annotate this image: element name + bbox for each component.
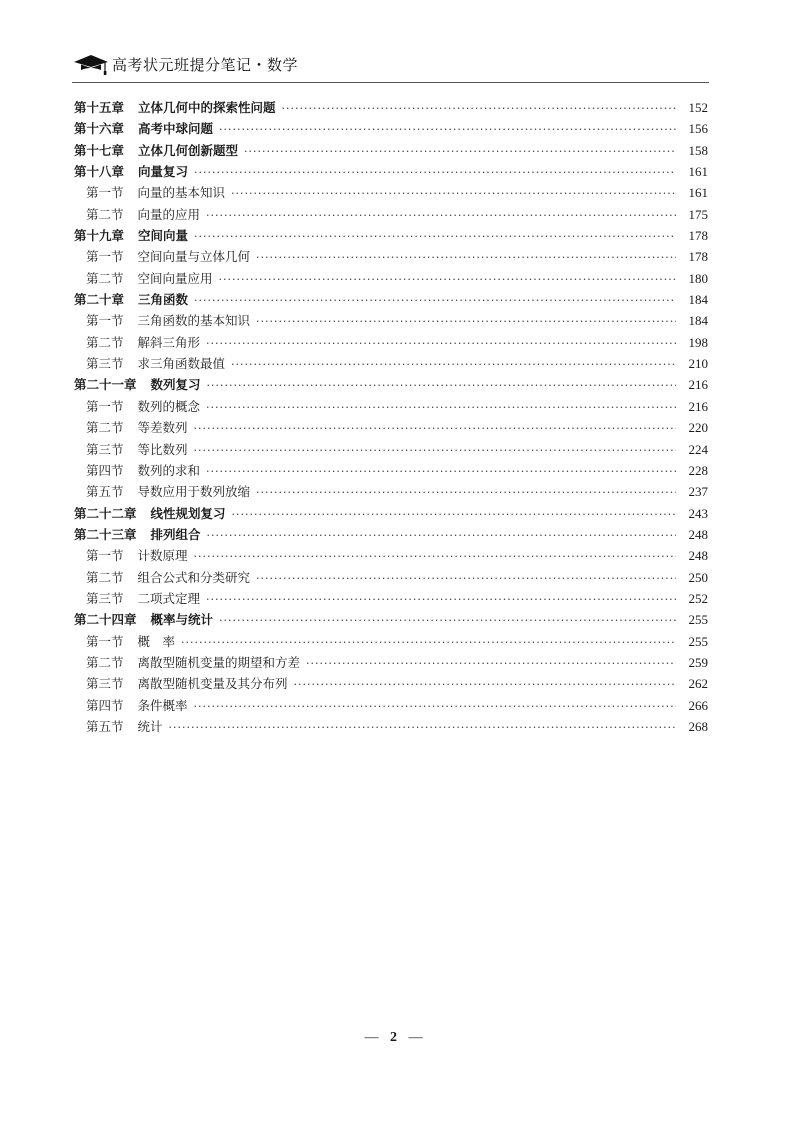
page-ref: 210 [688, 356, 708, 372]
toc-section-entry[interactable] [74, 332, 708, 353]
section-number: 第二节 [86, 206, 124, 222]
page-ref: 216 [688, 398, 708, 414]
section-title: 数列的求和 [137, 462, 201, 478]
footer-dash-right: — [408, 1030, 423, 1045]
dot-leader [256, 482, 676, 503]
section-title: 三角函数的基本知识 [137, 313, 251, 329]
toc-chapter-entry[interactable] [74, 118, 708, 139]
section-number: 第一节 [86, 398, 124, 414]
toc-section-entry[interactable] [74, 673, 708, 694]
section-title: 离散型随机变量及其分布列 [137, 676, 288, 692]
chapter-title: 向量复习 [138, 164, 189, 180]
toc-section-entry[interactable] [74, 695, 708, 716]
page-ref: 198 [688, 334, 708, 350]
page-ref: 161 [688, 185, 708, 201]
dot-leader [169, 717, 676, 738]
toc-section-entry[interactable] [74, 481, 708, 502]
toc-section-entry[interactable] [74, 545, 708, 566]
toc-chapter-entry[interactable] [74, 609, 708, 630]
toc-section-entry[interactable] [74, 310, 708, 331]
dot-leader [219, 119, 676, 140]
section-title: 解斜三角形 [137, 334, 201, 350]
section-number: 第四节 [86, 462, 124, 478]
section-number: 第五节 [86, 718, 124, 734]
page-ref: 248 [688, 526, 708, 542]
page-ref: 156 [688, 121, 708, 137]
chapter-number: 第十九章 [74, 228, 125, 244]
section-number: 第四节 [86, 697, 124, 713]
chapter-number: 第二十四章 [74, 612, 137, 628]
dot-leader [194, 696, 676, 717]
dot-leader [207, 375, 676, 396]
section-title: 向量的基本知识 [137, 185, 226, 201]
page-ref: 266 [688, 697, 708, 713]
chapter-number: 第十六章 [74, 121, 125, 137]
toc-section-entry[interactable] [74, 460, 708, 481]
section-number: 第三节 [86, 676, 124, 692]
dot-leader [232, 504, 676, 525]
page-ref: 255 [688, 633, 708, 649]
section-number: 第二节 [86, 420, 124, 436]
dot-leader [256, 311, 676, 332]
page-ref: 224 [688, 441, 708, 457]
page-ref: 178 [688, 228, 708, 244]
section-title: 统计 [137, 718, 163, 734]
toc-chapter-entry[interactable] [74, 161, 708, 182]
toc-chapter-entry[interactable] [74, 97, 708, 118]
page-ref: 252 [688, 590, 708, 606]
dot-leader [206, 589, 676, 610]
page-ref: 243 [688, 505, 708, 521]
toc-section-entry[interactable] [74, 716, 708, 737]
chapter-title: 三角函数 [138, 292, 189, 308]
chapter-number: 第二十二章 [74, 505, 137, 521]
section-title: 条件概率 [137, 697, 188, 713]
page-ref: 158 [688, 142, 708, 158]
page-ref: 180 [688, 270, 708, 286]
chapter-number: 第十七章 [74, 142, 125, 158]
page-ref: 262 [688, 676, 708, 692]
section-title: 计数原理 [137, 548, 188, 564]
running-header [72, 50, 298, 78]
section-number: 第二节 [86, 569, 124, 585]
section-title: 空间向量与立体几何 [137, 249, 251, 265]
chapter-number: 第十八章 [74, 164, 125, 180]
section-title: 求三角函数最值 [137, 356, 226, 372]
chapter-title: 排列组合 [150, 526, 201, 542]
chapter-title: 空间向量 [138, 228, 189, 244]
toc-chapter-entry[interactable] [74, 289, 708, 310]
page-ref: 237 [688, 484, 708, 500]
dot-leader [219, 610, 676, 631]
dot-leader [256, 247, 676, 268]
page-ref: 175 [688, 206, 708, 222]
chapter-title: 线性规划复习 [150, 505, 226, 521]
section-title: 等差数列 [137, 420, 188, 436]
chapter-number: 第二十章 [74, 292, 125, 308]
section-number: 第一节 [86, 313, 124, 329]
toc-chapter-entry[interactable] [74, 503, 708, 524]
section-title: 向量的应用 [137, 206, 201, 222]
toc-section-entry[interactable] [74, 246, 708, 267]
footer-dash-left: — [364, 1030, 379, 1045]
dot-leader [194, 290, 676, 311]
dot-leader [206, 333, 676, 354]
page-ref: 178 [688, 249, 708, 265]
chapter-title: 数列复习 [150, 377, 201, 393]
toc-chapter-entry[interactable] [74, 524, 708, 545]
chapter-title: 概率与统计 [150, 612, 214, 628]
page-ref: 216 [688, 377, 708, 393]
dot-leader [294, 674, 676, 695]
section-number: 第二节 [86, 270, 124, 286]
chapter-number: 第二十三章 [74, 526, 137, 542]
section-number: 第一节 [86, 249, 124, 265]
section-number: 第三节 [86, 441, 124, 457]
page-ref: 268 [688, 718, 708, 734]
toc-section-entry[interactable] [74, 439, 708, 460]
section-title: 等比数列 [137, 441, 188, 457]
graduation-cap-icon [72, 52, 110, 76]
section-number: 第二节 [86, 334, 124, 350]
dot-leader [181, 632, 676, 653]
dot-leader [194, 440, 676, 461]
section-number: 第二节 [86, 654, 124, 670]
chapter-title: 立体几何创新题型 [138, 142, 239, 158]
toc-section-entry[interactable] [74, 417, 708, 438]
page-ref: 248 [688, 548, 708, 564]
page-number: 2 [390, 1030, 397, 1045]
chapter-number: 第二十一章 [74, 377, 137, 393]
toc-section-entry[interactable] [74, 588, 708, 609]
page-ref: 184 [688, 292, 708, 308]
page-ref: 259 [688, 654, 708, 670]
toc-section-entry[interactable] [74, 631, 708, 652]
page-footer [0, 1030, 787, 1046]
section-title: 导数应用于数列放缩 [137, 484, 251, 500]
page-ref: 184 [688, 313, 708, 329]
dot-leader [194, 162, 676, 183]
toc-chapter-entry[interactable] [74, 140, 708, 161]
page-ref: 228 [688, 462, 708, 478]
dot-leader [194, 418, 676, 439]
header-divider [72, 82, 709, 83]
section-number: 第三节 [86, 356, 124, 372]
dot-leader [282, 98, 676, 119]
dot-leader [207, 525, 676, 546]
toc-section-entry[interactable] [74, 652, 708, 673]
toc-section-entry[interactable] [74, 396, 708, 417]
section-title: 空间向量应用 [137, 270, 213, 286]
dot-leader [206, 397, 676, 418]
dot-leader [306, 653, 676, 674]
page-ref: 220 [688, 420, 708, 436]
chapter-title: 立体几何中的探索性问题 [138, 100, 276, 115]
dot-leader [231, 354, 676, 375]
toc-chapter-entry[interactable] [74, 225, 708, 246]
dot-leader [231, 183, 676, 204]
section-title: 离散型随机变量的期望和方差 [137, 654, 301, 670]
dot-leader [206, 461, 676, 482]
toc-section-entry[interactable] [74, 353, 708, 374]
dot-leader [194, 546, 676, 567]
dot-leader [244, 141, 676, 162]
section-title: 概 率 [137, 633, 176, 649]
page-ref: 250 [688, 569, 708, 585]
table-of-contents [74, 97, 708, 737]
toc-section-entry[interactable] [74, 567, 708, 588]
page-ref: 255 [688, 612, 708, 628]
section-number: 第五节 [86, 484, 124, 500]
toc-section-entry[interactable] [74, 204, 708, 225]
page-ref: 161 [688, 164, 708, 180]
toc-chapter-entry[interactable] [74, 374, 708, 395]
section-number: 第一节 [86, 548, 124, 564]
dot-leader [194, 226, 676, 247]
chapter-number: 第十五章 [74, 100, 125, 115]
section-number: 第一节 [86, 185, 124, 201]
section-title: 二项式定理 [137, 590, 201, 606]
section-number: 第三节 [86, 590, 124, 606]
dot-leader [206, 205, 676, 226]
chapter-title: 高考中球问题 [138, 121, 214, 137]
section-title: 数列的概念 [137, 398, 201, 414]
section-title: 组合公式和分类研究 [137, 569, 251, 585]
toc-section-entry[interactable] [74, 268, 708, 289]
book-title: 高考状元班提分笔记・数学 [112, 55, 299, 74]
dot-leader [256, 568, 676, 589]
section-number: 第一节 [86, 633, 124, 649]
page-ref: 152 [688, 100, 708, 115]
dot-leader [219, 269, 676, 290]
toc-section-entry[interactable] [74, 182, 708, 203]
